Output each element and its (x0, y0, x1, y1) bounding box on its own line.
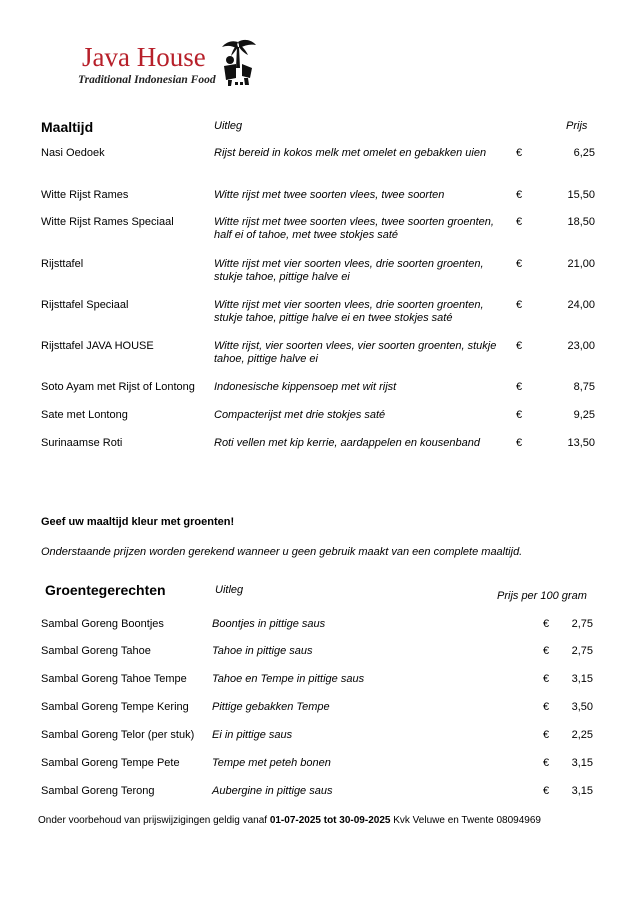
vegetable-name: Sambal Goreng Telor (per stuk) (41, 729, 195, 741)
meals-desc-header: Uitleg (214, 120, 243, 132)
footer (38, 815, 541, 826)
meal-name: Surinaamse Roti (41, 437, 123, 449)
vegetable-price: 2,25 (571, 729, 593, 741)
vegetable-name: Sambal Goreng Tempe Pete (41, 757, 180, 769)
vegetable-name: Sambal Goreng Tahoe (41, 645, 151, 657)
currency-symbol: € (516, 189, 523, 201)
meal-desc: Witte rijst met vier soorten vlees, drie soorten groenten, stukje tahoe, pittige halve ei en twee stokjes saté (214, 299, 484, 324)
footer-kvk: Kvk Veluwe en Twente 08094969 (390, 815, 541, 826)
vegetable-desc: Tahoe in pittige saus (212, 645, 313, 657)
vegetable-desc: Pittige gebakken Tempe (212, 701, 330, 713)
pricing-note: Onderstaande prijzen worden gerekend wanneer u geen gebruik maakt van een complete maaltijd. (41, 546, 523, 558)
currency-symbol: € (543, 785, 550, 797)
vegetable-desc: Tahoe en Tempe in pittige saus (212, 673, 365, 685)
vegetable-desc: Tempe met peteh bonen (212, 757, 331, 769)
currency-symbol: € (543, 618, 550, 630)
meal-price: 6,25 (573, 147, 595, 159)
meals-price-header: Prijs (566, 120, 588, 132)
meal-name: Rijsttafel JAVA HOUSE (41, 340, 154, 352)
meal-price: 9,25 (573, 409, 595, 421)
footer-prefix: Onder voorbehoud van prijswijzigingen geldig vanaf (38, 815, 270, 826)
vegetable-price: 3,50 (571, 701, 593, 713)
currency-symbol: € (516, 258, 523, 270)
currency-symbol: € (516, 147, 523, 159)
meal-name: Soto Ayam met Rijst of Lontong (41, 381, 195, 393)
currency-symbol: € (543, 645, 550, 657)
vegetable-price: 3,15 (571, 757, 593, 769)
footer-period: 01-07-2025 tot 30-09-2025 (269, 815, 391, 826)
vegetables-desc-header: Uitleg (215, 584, 244, 596)
meal-price: 18,50 (567, 216, 595, 228)
meal-price: 21,00 (567, 258, 595, 270)
vegetable-desc: Boontjes in pittige saus (212, 618, 326, 630)
vegetable-price: 3,15 (571, 673, 593, 685)
logo-subtitle: Traditional Indonesian Food (78, 74, 216, 86)
logo-title: Java House (82, 42, 206, 72)
meal-price: 15,50 (567, 189, 595, 201)
currency-symbol: € (543, 701, 550, 713)
meal-desc: Witte rijst met vier soorten vlees, drie soorten groenten, stukje tahoe, pittige halve ei (214, 258, 484, 283)
meal-price: 24,00 (567, 299, 595, 311)
currency-symbol: € (516, 381, 523, 393)
meal-desc: Witte rijst, vier soorten vlees, vier soorten groenten, stukje tahoe, pittige halve ei (214, 340, 497, 365)
currency-symbol: € (516, 299, 523, 311)
palm-tree-figure-icon (218, 38, 260, 88)
meal-name: Rijsttafel (41, 258, 84, 270)
currency-symbol: € (543, 673, 550, 685)
meal-desc: Compacterijst met drie stokjes saté (214, 409, 386, 421)
meal-name: Nasi Oedoek (41, 147, 105, 159)
vegetable-name: Sambal Goreng Boontjes (41, 618, 164, 630)
currency-symbol: € (516, 216, 523, 228)
vegetable-desc: Aubergine in pittige saus (212, 785, 333, 797)
meal-price: 8,75 (573, 381, 595, 393)
vegetable-price: 2,75 (571, 645, 593, 657)
currency-symbol: € (516, 409, 523, 421)
currency-symbol: € (543, 729, 550, 741)
meal-name: Witte Rijst Rames Speciaal (41, 216, 174, 228)
vegetables-price-header: Prijs per 100 gram (497, 590, 587, 602)
currency-symbol: € (516, 437, 523, 449)
meal-name: Sate met Lontong (41, 409, 128, 421)
vegetables-heading: Groentegerechten (45, 582, 166, 598)
meal-desc: Witte rijst met twee soorten vlees, twee soorten (214, 189, 445, 201)
vegetable-name: Sambal Goreng Tahoe Tempe (41, 673, 187, 685)
meal-desc: Roti vellen met kip kerrie, aardappelen en kousenband (214, 437, 480, 449)
meals-heading: Maaltijd (41, 119, 94, 135)
currency-symbol: € (516, 340, 523, 352)
vegetable-promo-heading: Geef uw maaltijd kleur met groenten! (41, 516, 235, 528)
vegetable-name: Sambal Goreng Terong (41, 785, 155, 797)
meal-price: 23,00 (567, 340, 595, 352)
meal-desc: Rijst bereid in kokos melk met omelet en gebakken uien (214, 147, 487, 159)
meal-name: Rijsttafel Speciaal (41, 299, 129, 311)
vegetable-desc: Ei in pittige saus (212, 729, 293, 741)
vegetable-price: 2,75 (571, 618, 593, 630)
currency-symbol: € (543, 757, 550, 769)
vegetable-price: 3,15 (571, 785, 593, 797)
meal-price: 13,50 (567, 437, 595, 449)
meal-desc: Indonesische kippensoep met wit rijst (214, 381, 397, 393)
vegetable-name: Sambal Goreng Tempe Kering (41, 701, 189, 713)
meal-name: Witte Rijst Rames (41, 189, 129, 201)
meal-desc: Witte rijst met twee soorten vlees, twee soorten groenten, half ei of tahoe, met twee stokjes saté (214, 216, 494, 241)
